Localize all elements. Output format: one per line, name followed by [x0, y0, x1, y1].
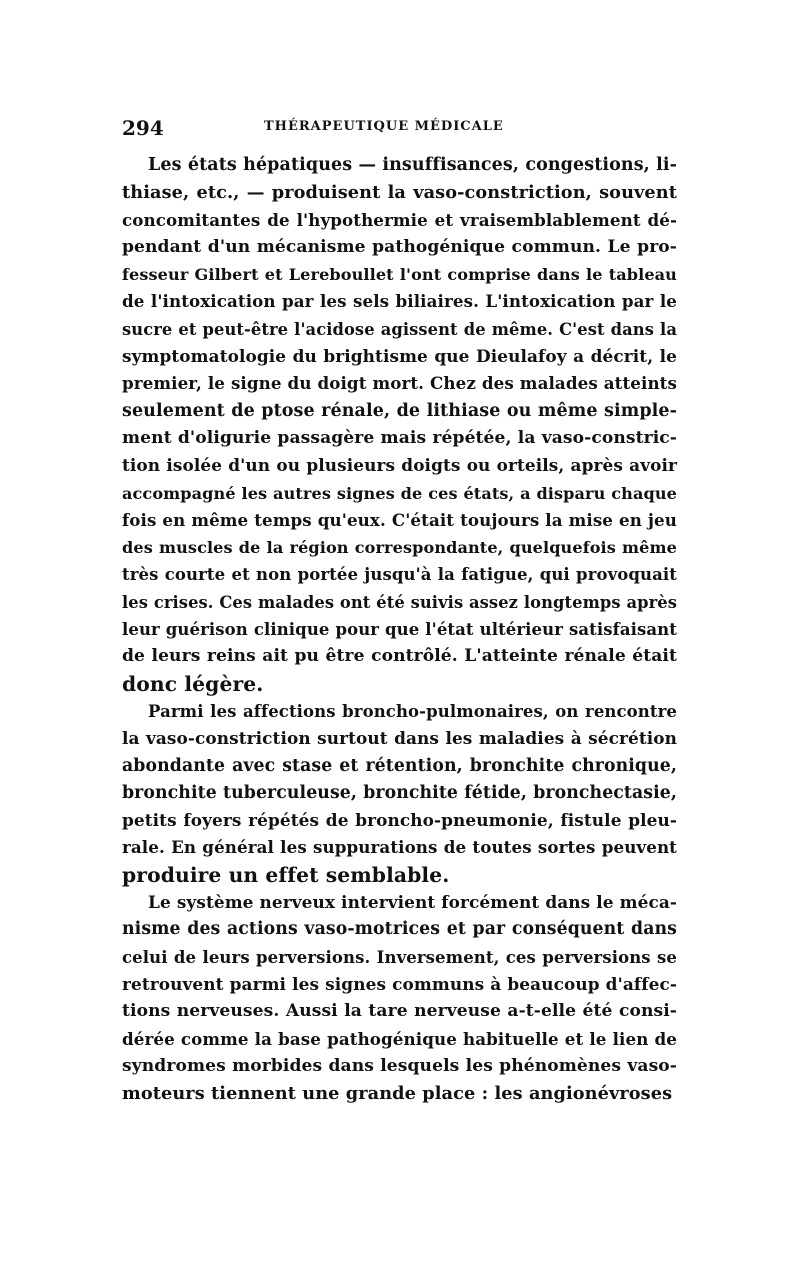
- body-text: [122, 152, 677, 1107]
- text-line: Les états hépatiques — insuffisances, congestions, li-: [148, 155, 677, 175]
- text-line: de l'intoxication par les sels biliaires. L'intoxication par le: [122, 291, 677, 312]
- text-line: concomitantes de l'hypothermie et vraisemblablement dé-: [122, 209, 677, 230]
- text-line: tion isolée d'un ou plusieurs doigts ou orteils, après avoir: [122, 455, 677, 476]
- text-line: sucre et peut-être l'acidose agissent de même. C'est dans la: [122, 319, 677, 339]
- page-number: 294: [122, 116, 164, 140]
- text-line: syndromes morbides dans lesquels les phénomènes vaso-: [122, 1055, 677, 1076]
- text-line: moteurs tiennent une grande place : les angionévroses: [122, 1083, 673, 1105]
- text-line: de leurs reins ait pu être contrôlé. L'atteinte rénale était: [122, 646, 677, 667]
- text-line: bronchite tuberculeuse, bronchite fétide, bronchectasie,: [122, 782, 677, 803]
- text-line: fesseur Gilbert et Lereboullet l'ont comprise dans le tableau: [122, 265, 677, 285]
- paragraph: [122, 889, 677, 1107]
- book-page: [122, 116, 677, 1107]
- text-line: thiase, etc., — produisent la vaso-constriction, souvent: [122, 182, 677, 204]
- running-head-title: THÉRAPEUTIQUE MÉDICALE: [264, 119, 504, 134]
- text-line: accompagné les autres signes de ces états, a disparu chaque: [122, 483, 677, 503]
- text-line: donc légère.: [122, 671, 264, 696]
- text-line: tions nerveuses. Aussi la tare nerveuse a-t-elle été consi-: [122, 1001, 677, 1022]
- running-head: [122, 116, 677, 140]
- text-line: dérée comme la base pathogénique habituelle et le lien de: [122, 1028, 677, 1049]
- text-line: premier, le signe du doigt mort. Chez des malades atteints: [122, 373, 677, 394]
- text-line: symptomatologie du brightisme que Dieulafoy a décrit, le: [122, 346, 677, 367]
- text-line: Parmi les affections broncho-pulmonaires, on rencontre: [148, 701, 677, 721]
- text-line: seulement de ptose rénale, de lithiase ou même simple-: [122, 400, 677, 421]
- text-line: fois en même temps qu'eux. C'était toujours la mise en jeu: [122, 509, 677, 530]
- text-line: ment d'oligurie passagère mais répétée, la vaso-constric-: [122, 427, 677, 448]
- paragraph: [122, 698, 677, 889]
- text-line: abondante avec stase et rétention, bronchite chronique,: [122, 755, 677, 776]
- text-line: des muscles de la région correspondante, quelquefois même: [122, 538, 677, 558]
- text-line: très courte et non portée jusqu'à la fatigue, qui provoquait: [122, 565, 677, 585]
- text-line: petits foyers répétés de broncho-pneumonie, fistule pleu-: [122, 810, 677, 831]
- text-line: produire un effet semblable.: [122, 862, 450, 887]
- text-line: Le système nerveux intervient forcément dans le méca-: [148, 892, 677, 913]
- text-line: la vaso-constriction surtout dans les maladies à sécrétion: [122, 728, 677, 749]
- paragraph: [122, 152, 677, 698]
- text-line: celui de leurs perversions. Inversement, ces perversions se: [122, 947, 677, 967]
- text-line: les crises. Ces malades ont été suivis assez longtemps après: [122, 592, 677, 612]
- text-line: pendant d'un mécanisme pathogénique commun. Le pro-: [122, 236, 677, 257]
- text-line: nisme des actions vaso-motrices et par conséquent dans: [122, 919, 677, 940]
- text-line: leur guérison clinique pour que l'état ultérieur satisfaisant: [122, 620, 677, 640]
- text-line: retrouvent parmi les signes communs à beaucoup d'affec-: [122, 973, 677, 994]
- text-line: rale. En général les suppurations de toutes sortes peuvent: [122, 837, 677, 858]
